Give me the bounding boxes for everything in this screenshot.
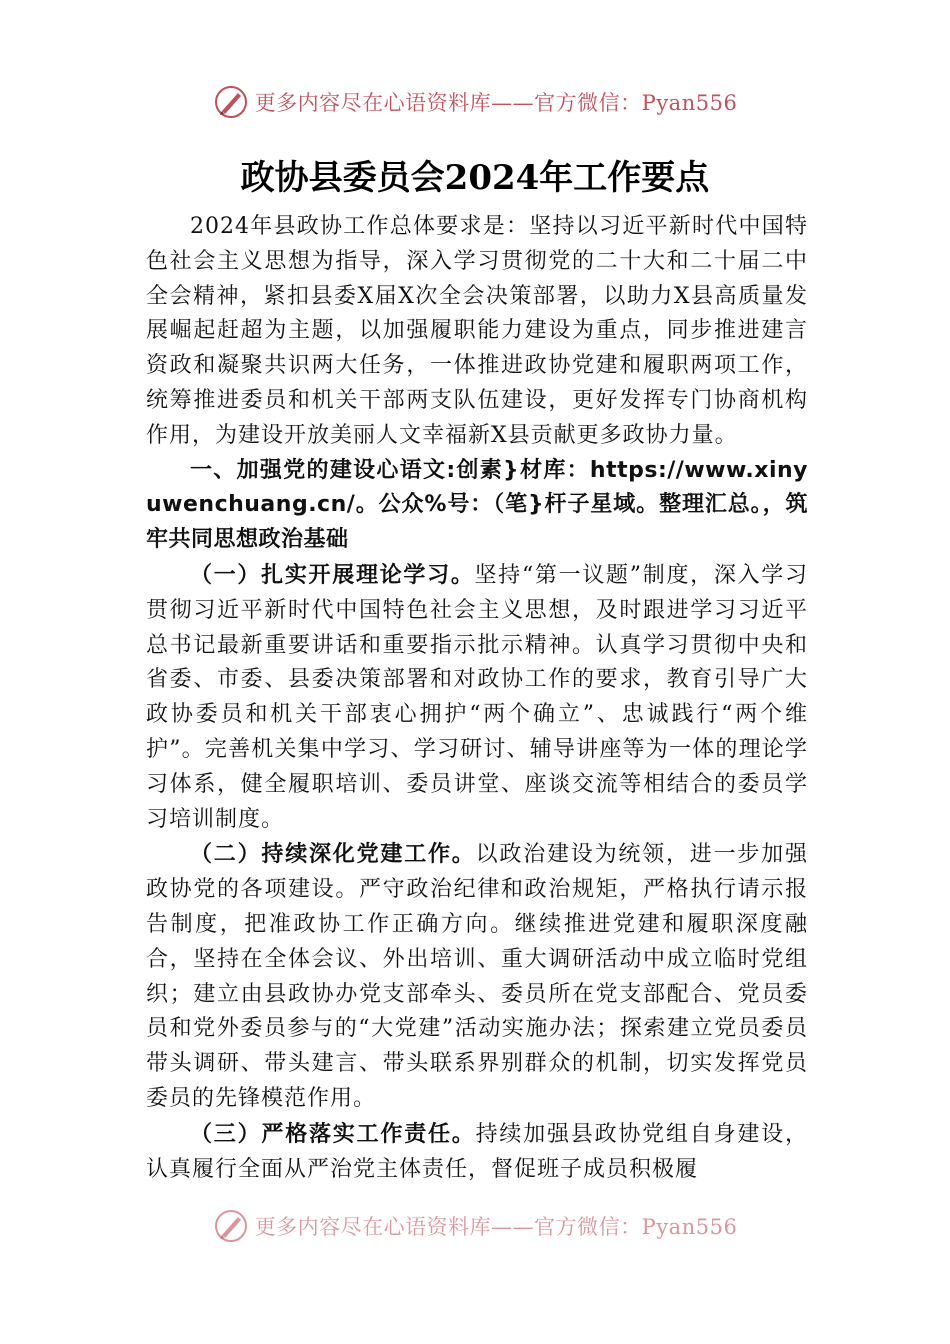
item-text: 坚持“第一议题”制度，深入学习贯彻习近平新时代中国特色社会主义思想，及时跟进学习习近平总书记最新重要讲话和重要指示批示精神。认真学习贯彻中央和省委、市委、县委决策部署和对政协工作的要求，教育引导广大政协委员和机关干部衷心拥护“两个确立”、忠诚践行“两个维护”。完善机关集中学习、学习研讨、辅导讲座等为一体的理论学习体系，健全履职培训、委员讲堂、座谈交流等相结合的委员学习培训制度。: [146, 562, 808, 832]
watermark-footer: [0, 1206, 950, 1246]
intro-paragraph: 2024年县政协工作总体要求是：坚持以习近平新时代中国特色社会主义思想为指导，深入学习贯彻党的二十大和二十届二中全会精神，紧扣县委X届X次全会决策部署，以助力X县高质量发展崛起赶超为主题，以加强履职能力建设为重点，同步推进建言资政和凝聚共识两大任务，一体推进政协党建和履职两项工作，统筹推进委员和机关干部两支队伍建设，更好发挥专门协商机构作用，为建设开放美丽人文幸福新X县贡献更多政协力量。: [146, 214, 808, 448]
document-body: [146, 210, 808, 1187]
watermark-text: 更多内容尽在心语资料库——官方微信：Pyan556: [254, 1215, 738, 1239]
item-paragraph: [146, 558, 808, 837]
page-title: 政协县委员会2024年工作要点: [240, 158, 710, 198]
watermark-text: 更多内容尽在心语资料库——官方微信：Pyan556: [254, 91, 738, 115]
item-text: 持续加强县政协党组自身建设，认真履行全面从严治党主体责任，督促班子成员积极履: [146, 1121, 808, 1182]
item-label: （三）严格落实工作责任。: [190, 1120, 476, 1147]
item-label: （一）扎实开展理论学习。: [190, 561, 475, 588]
item-text: 以政治建设为统领，进一步加强政协党的各项建设。严守政治纪律和政治规矩，严格执行请示报告制度，把准政协工作正确方向。继续推进党建和履职深度融合，坚持在全体会议、外出培训、重大调研活动中成立临时党组织；建立由县政协办党支部牵头、委员所在党支部配合、党员委员和党外委员参与的“大党建”活动实施办法；探索建立党员委员带头调研、带头建言、带头联系界别群众的机制，切实发挥党员委员的先锋模范作用。: [146, 842, 808, 1111]
item-paragraph: [146, 837, 808, 1116]
item-label: （二）持续深化党建工作。: [190, 841, 476, 868]
item-paragraph: [146, 1117, 808, 1188]
pen-logo-icon: [213, 84, 249, 120]
pen-logo-icon: [213, 1208, 249, 1244]
watermark-header: [0, 82, 950, 122]
section-heading: 一、加强党的建设心语文:创素}材库：https://www.xinyuwenchuang.cn/。公众%号：（笔}杆子星域。整理汇总。，筑牢共同思想政治基础: [146, 457, 808, 553]
